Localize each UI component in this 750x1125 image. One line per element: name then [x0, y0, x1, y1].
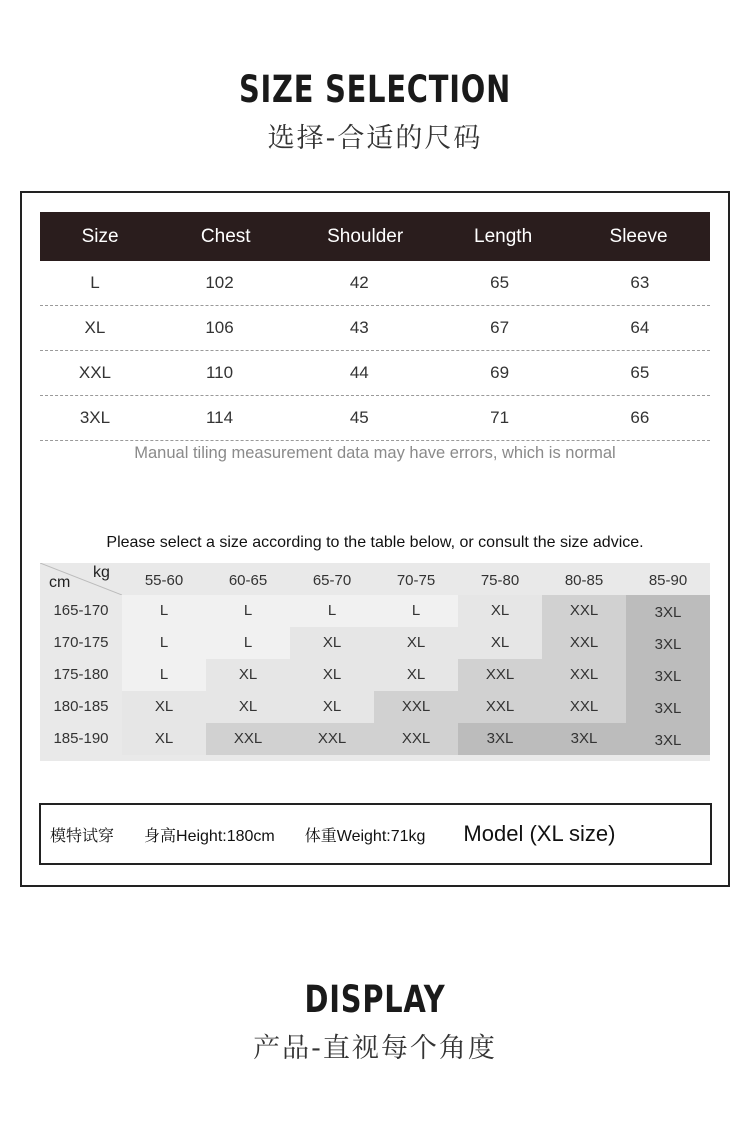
height-row [40, 627, 710, 659]
size-cell: 3XL [626, 723, 710, 755]
size-cell: XXL [290, 723, 374, 755]
model-height: 身高Height:180cm [144, 827, 275, 845]
size-cell: XL [374, 659, 458, 691]
size-selection-subtitle: 选择-合适的尺码 [267, 123, 483, 154]
cell-length: 67 [490, 318, 510, 337]
cell-size: 3XL [79, 408, 111, 427]
height-range-label: 170-175 [53, 634, 109, 651]
size-cell: XXL [206, 723, 290, 755]
weight-range-header: 60-65 [228, 572, 268, 589]
header-length: Length [474, 225, 533, 247]
header-size: Size [81, 225, 119, 247]
model-label: 模特试穿 [50, 827, 115, 845]
size-cell: L [290, 595, 374, 627]
size-cell: L [122, 627, 206, 659]
size-cell: XL [122, 723, 206, 755]
table-row [40, 351, 710, 396]
weight-range-header: 85-90 [648, 572, 688, 589]
size-cell: XL [458, 627, 542, 659]
height-range-label: 175-180 [53, 666, 109, 683]
size-cell: XL [206, 659, 290, 691]
size-cell: XXL [374, 691, 458, 723]
size-cell: 3XL [626, 627, 710, 659]
cell-length: 69 [490, 363, 510, 382]
cell-length: 65 [490, 273, 510, 292]
size-cell: XL [458, 595, 542, 627]
size-cell: 3XL [458, 723, 542, 755]
size-cell: XXL [542, 627, 626, 659]
weight-range-header: 65-70 [312, 572, 352, 589]
size-cell: XXL [542, 691, 626, 723]
size-cell: XL [290, 691, 374, 723]
size-cell: 3XL [626, 659, 710, 691]
size-cell: 3XL [626, 595, 710, 627]
model-info-box [39, 803, 712, 865]
size-selection-title: SIZE SELECTION [238, 68, 512, 111]
table-row [40, 306, 710, 351]
weight-range-header: 55-60 [144, 572, 184, 589]
table-row [40, 396, 710, 441]
weight-range-header: 75-80 [480, 572, 520, 589]
size-cell: XL [374, 627, 458, 659]
size-cell: XL [122, 691, 206, 723]
model-size: Model (XL size) [463, 821, 616, 846]
grid-corner [40, 563, 122, 595]
cell-chest: 106 [205, 318, 234, 337]
cell-sleeve: 65 [630, 363, 650, 382]
display-subtitle: 产品-直视每个角度 [253, 1033, 497, 1064]
cell-size: L [90, 273, 100, 292]
height-range-label: 165-170 [53, 602, 109, 619]
cell-chest: 102 [205, 273, 234, 292]
weight-header [122, 563, 710, 595]
size-cell: L [206, 627, 290, 659]
cell-sleeve: 66 [630, 408, 650, 427]
weight-range-header: 70-75 [396, 572, 436, 589]
height-row [40, 659, 710, 691]
cell-shoulder: 44 [349, 363, 369, 382]
size-cell: XXL [458, 659, 542, 691]
size-cell: XL [290, 659, 374, 691]
header-chest: Chest [200, 225, 251, 247]
header-sleeve: Sleeve [609, 225, 668, 247]
cell-shoulder: 43 [349, 318, 369, 337]
size-cell: XL [206, 691, 290, 723]
display-title: DISPLAY [304, 978, 446, 1021]
cell-sleeve: 64 [630, 318, 650, 337]
weight-unit-label: kg [93, 564, 110, 581]
size-advice-text: Please select a size according to the table below, or consult the size advice. [106, 534, 644, 551]
cell-size: XL [84, 318, 106, 337]
height-range-label: 185-190 [53, 730, 109, 747]
table-row [40, 261, 710, 306]
size-cell: XXL [374, 723, 458, 755]
weight-range-header: 80-85 [564, 572, 604, 589]
size-table-header [40, 212, 710, 261]
size-cell: L [206, 595, 290, 627]
size-cell: L [122, 659, 206, 691]
cell-chest: 114 [205, 408, 234, 427]
size-cell: L [122, 595, 206, 627]
size-cell: XXL [458, 691, 542, 723]
header-shoulder: Shoulder [327, 225, 404, 247]
height-row [40, 691, 710, 723]
cell-sleeve: 63 [630, 273, 650, 292]
height-range-label: 180-185 [53, 698, 109, 715]
size-cell: XXL [542, 659, 626, 691]
size-table [40, 212, 710, 441]
size-cell: XL [290, 627, 374, 659]
size-cell: 3XL [542, 723, 626, 755]
cell-shoulder: 45 [349, 408, 369, 427]
cell-size: XXL [78, 363, 111, 382]
size-recommendation-grid [40, 563, 710, 761]
model-weight: 体重Weight:71kg [304, 827, 426, 845]
size-cell: XXL [542, 595, 626, 627]
size-cell: 3XL [626, 691, 710, 723]
size-cell: L [374, 595, 458, 627]
height-row [40, 595, 710, 627]
cell-shoulder: 42 [349, 273, 369, 292]
measurement-note: Manual tiling measurement data may have errors, which is normal [134, 444, 616, 462]
height-unit-label: cm [49, 574, 71, 591]
height-row [40, 723, 710, 755]
cell-chest: 110 [205, 363, 234, 382]
cell-length: 71 [490, 408, 510, 427]
